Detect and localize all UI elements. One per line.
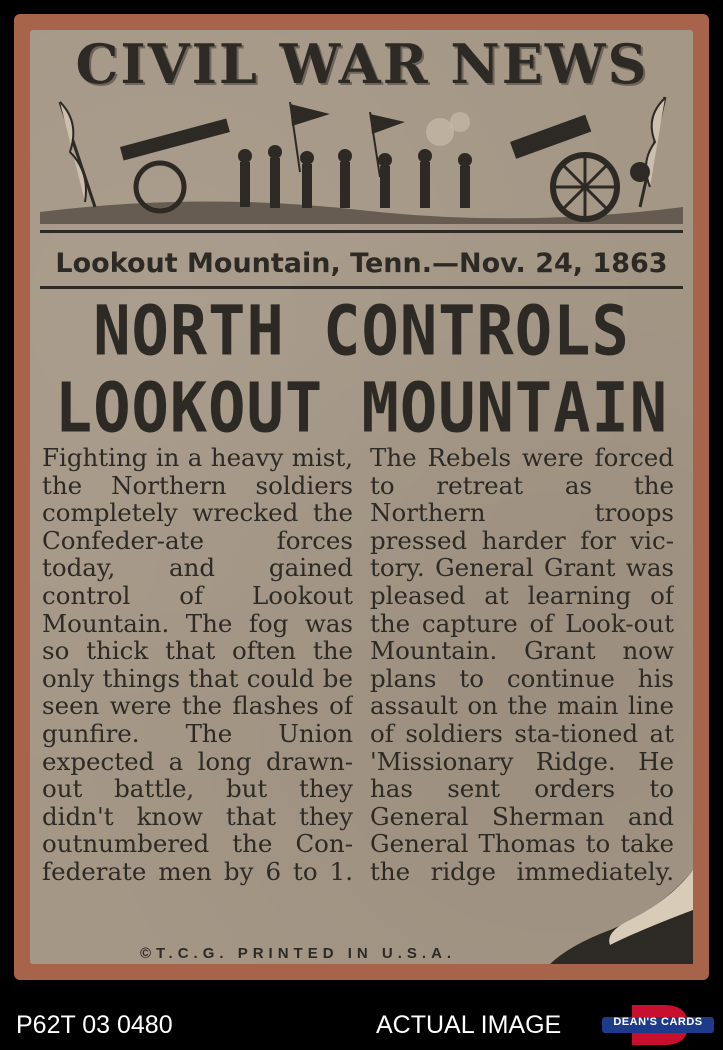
trading-card [14, 14, 709, 980]
inventory-code: P62T 03 0480 [16, 1011, 173, 1039]
logo-text: DEAN'S CARDS [613, 1016, 703, 1028]
top-rule [40, 230, 683, 233]
masthead-title: CIVIL WAR NEWS [75, 32, 649, 96]
bottom-rule [40, 286, 683, 289]
headline-line-1: NORTH CONTROLS [93, 290, 630, 372]
headline-line-2: LOOKOUT MOUNTAIN [54, 367, 669, 449]
dateline: Lookout Mountain, Tenn.—Nov. 24, 1863 [55, 248, 668, 279]
headline [40, 290, 683, 449]
article-column-left: Fighting in a heavy mist, the Northern soldiers completely wrecked the Confeder-ate forces today, and gained control of Lookout Mountain. The fog was so thick that often the only things that could be seen were the flashes of gunfire. The Union expected a long drawn-out battle, but they didn't know that they outnumbered the Con-federate men by 6 to 1. [42, 444, 353, 886]
card-number: 56 [637, 929, 675, 964]
copyright-footer: ©T.C.G. PRINTED IN U.S.A. [140, 945, 457, 962]
card-back [30, 30, 693, 964]
actual-image-label: ACTUAL IMAGE [376, 1011, 562, 1039]
article-column-right: The Rebels were forced to retreat as the Northern troops pressed harder for vic-tory. General Grant was pleased at learning of the capture of Look-out Mountain. Grant now plans to continue his assault on the main line of soldiers sta-tioned at 'Missionary Ridge. He has sent orders to General Sherman and General Thomas to take the ridge immediately. [370, 444, 674, 886]
battle-illustration [40, 92, 683, 224]
